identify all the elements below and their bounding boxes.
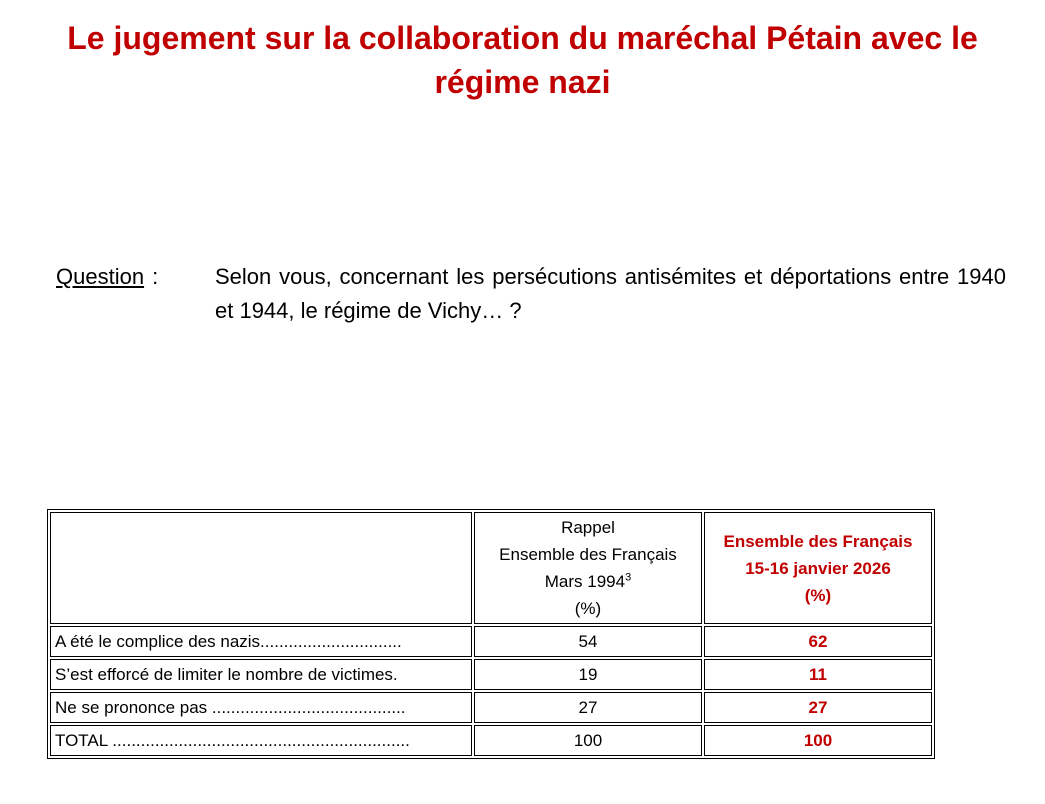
table-row [50,659,932,690]
row-value-1994: 19 [474,659,702,690]
row-value-2026: 62 [704,626,932,657]
header-new-line1: Ensemble des Français [723,531,913,551]
row-label: TOTAL ............................................................... [50,725,472,756]
header-new-line3: (%) [804,585,832,605]
header-old-footnote: 3 [625,571,632,584]
question-text: Selon vous, concernant les persécutions antisémites et déportations entre 1940 et 1944, le régime de Vichy… ? [215,264,1006,323]
page-title: Le jugement sur la collaboration du maréchal Pétain avec le régime nazi [67,20,978,100]
row-value-1994: 27 [474,692,702,723]
header-old-line3: Mars 1994 [544,572,626,591]
row-label: A été le complice des nazis.............................. [50,626,472,657]
row-value-2026: 11 [704,659,932,690]
row-value-2026: 27 [704,692,932,723]
header-old-line2: Ensemble des Français [499,545,677,564]
row-label: Ne se prononce pas ......................................... [50,692,472,723]
table-row [50,626,932,657]
row-value-2026: 100 [704,725,932,756]
header-ensemble-2026 [704,512,932,624]
row-label: S’est efforcé de limiter le nombre de victimes. [50,659,472,690]
table-header-row [50,512,932,624]
row-value-1994: 54 [474,626,702,657]
header-rappel-1994 [474,512,702,624]
header-old-line1: Rappel [561,518,615,537]
results-table [47,509,935,759]
header-old-line4: (%) [574,599,602,618]
row-value-1994: 100 [474,725,702,756]
table-total-row [50,725,932,756]
header-empty-cell [50,512,472,624]
question-colon: : [152,264,159,289]
header-new-line2: 15-16 janvier 2026 [745,558,891,578]
question-label: Question [56,264,145,289]
table-row [50,692,932,723]
question-label-wrap [56,260,158,294]
header-old-line3-wrap [479,568,697,595]
